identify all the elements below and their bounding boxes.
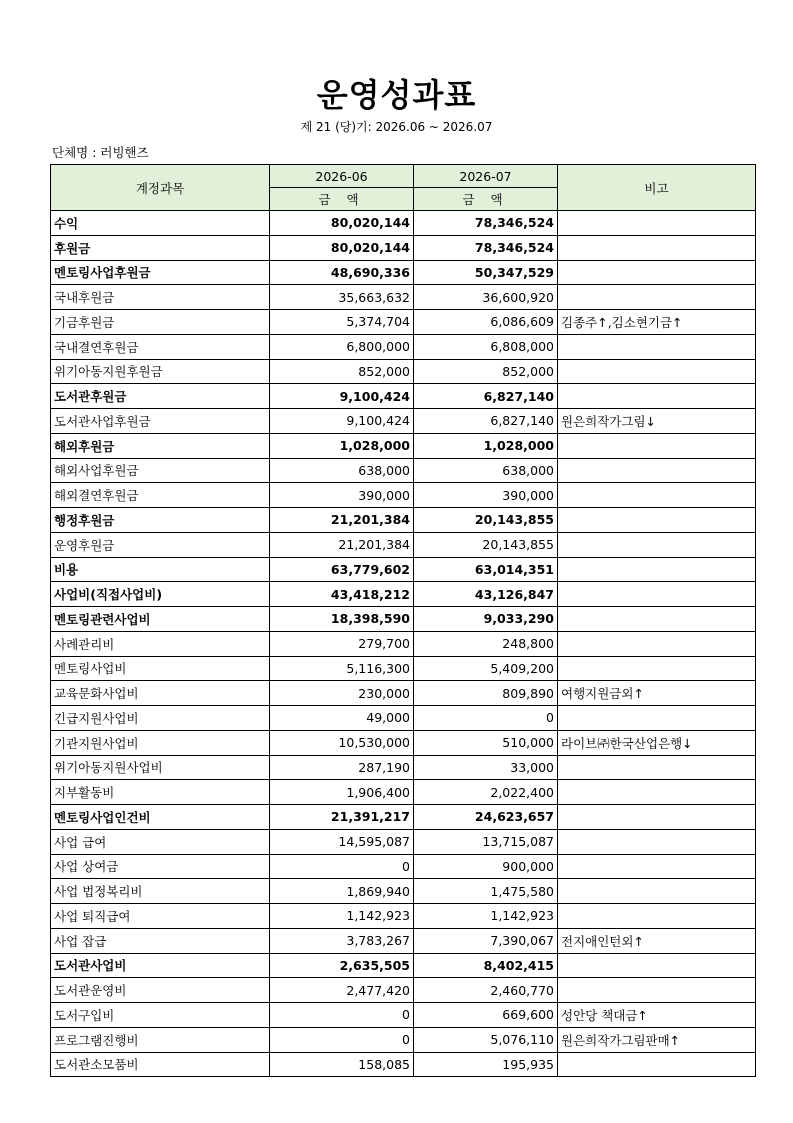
amount-2026-06-cell: 0 [270, 854, 414, 879]
account-name-cell: 사업 급여 [51, 829, 270, 854]
note-cell [558, 978, 756, 1003]
account-name-cell: 사례관리비 [51, 631, 270, 656]
table-row [51, 557, 756, 582]
amount-2026-06-cell: 2,477,420 [270, 978, 414, 1003]
header-note: 비고 [558, 165, 756, 211]
account-name-cell: 멘토링사업인건비 [51, 805, 270, 830]
amount-2026-07-cell: 24,623,657 [414, 805, 558, 830]
account-name-cell: 도서관사업후원금 [51, 409, 270, 434]
header-month-1: 2026-06 [270, 165, 414, 188]
amount-2026-06-cell: 80,020,144 [270, 235, 414, 260]
page-title: 운영성과표 [316, 76, 477, 114]
amount-2026-07-cell: 36,600,920 [414, 285, 558, 310]
account-name-cell: 사업 잡급 [51, 928, 270, 953]
table-row [51, 706, 756, 731]
table-row [51, 359, 756, 384]
account-name-cell: 기관지원사업비 [51, 730, 270, 755]
account-name-cell: 프로그램진행비 [51, 1027, 270, 1052]
amount-2026-07-cell: 5,409,200 [414, 656, 558, 681]
account-name-cell: 교육문화사업비 [51, 681, 270, 706]
account-name-cell: 도서관후원금 [51, 384, 270, 409]
note-cell [558, 1052, 756, 1077]
account-name-cell: 도서관사업비 [51, 953, 270, 978]
amount-2026-06-cell: 1,906,400 [270, 780, 414, 805]
account-name-cell: 사업 법정복리비 [51, 879, 270, 904]
amount-2026-06-cell: 5,374,704 [270, 310, 414, 335]
amount-2026-07-cell: 390,000 [414, 483, 558, 508]
amount-2026-06-cell: 390,000 [270, 483, 414, 508]
note-cell: 여행지원금외↑ [558, 681, 756, 706]
table-row [51, 235, 756, 260]
amount-2026-07-cell: 1,142,923 [414, 904, 558, 929]
note-cell [558, 359, 756, 384]
note-cell: 전지애인턴외↑ [558, 928, 756, 953]
note-cell [558, 582, 756, 607]
account-name-cell: 해외사업후원금 [51, 458, 270, 483]
table-row [51, 928, 756, 953]
table-row [51, 285, 756, 310]
amount-2026-06-cell: 6,800,000 [270, 334, 414, 359]
note-cell [558, 483, 756, 508]
amount-2026-06-cell: 1,142,923 [270, 904, 414, 929]
table-row [51, 681, 756, 706]
note-cell: 성안당 책대금↑ [558, 1003, 756, 1028]
amount-2026-07-cell: 2,460,770 [414, 978, 558, 1003]
account-name-cell: 도서관소모품비 [51, 1052, 270, 1077]
amount-2026-07-cell: 510,000 [414, 730, 558, 755]
table-row [51, 409, 756, 434]
account-name-cell: 멘토링사업후원금 [51, 260, 270, 285]
account-name-cell: 사업 퇴직급여 [51, 904, 270, 929]
note-cell [558, 879, 756, 904]
note-cell [558, 384, 756, 409]
header-month-2: 2026-07 [414, 165, 558, 188]
amount-2026-06-cell: 3,783,267 [270, 928, 414, 953]
note-cell [558, 235, 756, 260]
table-row [51, 384, 756, 409]
account-name-cell: 사업비(직접사업비) [51, 582, 270, 607]
note-cell [558, 458, 756, 483]
table-row [51, 780, 756, 805]
amount-2026-07-cell: 5,076,110 [414, 1027, 558, 1052]
amount-2026-07-cell: 852,000 [414, 359, 558, 384]
amount-2026-07-cell: 8,402,415 [414, 953, 558, 978]
amount-2026-07-cell: 7,390,067 [414, 928, 558, 953]
account-name-cell: 국내후원금 [51, 285, 270, 310]
account-name-cell: 멘토링사업비 [51, 656, 270, 681]
amount-2026-07-cell: 1,028,000 [414, 433, 558, 458]
amount-2026-06-cell: 21,391,217 [270, 805, 414, 830]
table-row [51, 483, 756, 508]
organization-name: 단체명 : 러빙핸즈 [52, 145, 149, 160]
amount-2026-06-cell: 48,690,336 [270, 260, 414, 285]
amount-2026-07-cell: 248,800 [414, 631, 558, 656]
amount-2026-06-cell: 2,635,505 [270, 953, 414, 978]
amount-2026-07-cell: 20,143,855 [414, 532, 558, 557]
amount-2026-06-cell: 1,869,940 [270, 879, 414, 904]
table-row [51, 310, 756, 335]
table-row [51, 1052, 756, 1077]
amount-2026-06-cell: 35,663,632 [270, 285, 414, 310]
amount-2026-07-cell: 6,827,140 [414, 384, 558, 409]
amount-2026-07-cell: 1,475,580 [414, 879, 558, 904]
amount-2026-07-cell: 9,033,290 [414, 607, 558, 632]
header-account: 계정과목 [51, 165, 270, 211]
note-cell [558, 607, 756, 632]
table-row [51, 458, 756, 483]
amount-2026-06-cell: 287,190 [270, 755, 414, 780]
account-name-cell: 도서구입비 [51, 1003, 270, 1028]
amount-2026-06-cell: 63,779,602 [270, 557, 414, 582]
account-name-cell: 도서관운영비 [51, 978, 270, 1003]
note-cell [558, 904, 756, 929]
amount-2026-06-cell: 21,201,384 [270, 508, 414, 533]
note-cell [558, 532, 756, 557]
account-name-cell: 행정후원금 [51, 508, 270, 533]
note-cell [558, 953, 756, 978]
table-row [51, 334, 756, 359]
amount-2026-06-cell: 18,398,590 [270, 607, 414, 632]
amount-2026-07-cell: 6,827,140 [414, 409, 558, 434]
note-cell [558, 631, 756, 656]
amount-2026-06-cell: 49,000 [270, 706, 414, 731]
account-name-cell: 위기아동지원후원금 [51, 359, 270, 384]
account-name-cell: 위기아동지원사업비 [51, 755, 270, 780]
note-cell [558, 805, 756, 830]
account-name-cell: 기금후원금 [51, 310, 270, 335]
note-cell [558, 508, 756, 533]
note-cell [558, 334, 756, 359]
account-name-cell: 운영후원금 [51, 532, 270, 557]
table-row [51, 607, 756, 632]
note-cell [558, 260, 756, 285]
table-row [51, 656, 756, 681]
table-row [51, 879, 756, 904]
note-cell: 라이브㈜한국산업은행↓ [558, 730, 756, 755]
note-cell: 원은희작가그림↓ [558, 409, 756, 434]
table-row [51, 532, 756, 557]
note-cell [558, 285, 756, 310]
table-row [51, 1027, 756, 1052]
amount-2026-06-cell: 14,595,087 [270, 829, 414, 854]
account-name-cell: 해외후원금 [51, 433, 270, 458]
table-row [51, 211, 756, 236]
note-cell [558, 557, 756, 582]
amount-2026-06-cell: 0 [270, 1003, 414, 1028]
amount-2026-07-cell: 6,808,000 [414, 334, 558, 359]
amount-2026-06-cell: 0 [270, 1027, 414, 1052]
amount-2026-06-cell: 5,116,300 [270, 656, 414, 681]
amount-2026-07-cell: 63,014,351 [414, 557, 558, 582]
account-name-cell: 사업 상여금 [51, 854, 270, 879]
amount-2026-07-cell: 43,126,847 [414, 582, 558, 607]
table-row [51, 829, 756, 854]
table-row [51, 805, 756, 830]
amount-2026-07-cell: 6,086,609 [414, 310, 558, 335]
header-amount-1: 금 액 [270, 188, 414, 211]
account-name-cell: 긴급지원사업비 [51, 706, 270, 731]
note-cell [558, 829, 756, 854]
amount-2026-07-cell: 900,000 [414, 854, 558, 879]
table-row [51, 730, 756, 755]
amount-2026-06-cell: 279,700 [270, 631, 414, 656]
account-name-cell: 해외결연후원금 [51, 483, 270, 508]
amount-2026-07-cell: 50,347,529 [414, 260, 558, 285]
account-name-cell: 후원금 [51, 235, 270, 260]
note-cell [558, 211, 756, 236]
table-row [51, 953, 756, 978]
amount-2026-06-cell: 158,085 [270, 1052, 414, 1077]
table-row [51, 854, 756, 879]
amount-2026-07-cell: 78,346,524 [414, 235, 558, 260]
amount-2026-06-cell: 9,100,424 [270, 384, 414, 409]
amount-2026-07-cell: 195,935 [414, 1052, 558, 1077]
amount-2026-06-cell: 9,100,424 [270, 409, 414, 434]
note-cell: 원은희작가그림판매↑ [558, 1027, 756, 1052]
account-name-cell: 국내결연후원금 [51, 334, 270, 359]
amount-2026-06-cell: 1,028,000 [270, 433, 414, 458]
table-row [51, 260, 756, 285]
note-cell [558, 854, 756, 879]
amount-2026-06-cell: 638,000 [270, 458, 414, 483]
fiscal-period: 제 21 (당)기: 2026.06 ~ 2026.07 [300, 120, 493, 134]
header-amount-2: 금 액 [414, 188, 558, 211]
table-row [51, 631, 756, 656]
operating-results-table [50, 164, 756, 1077]
amount-2026-07-cell: 669,600 [414, 1003, 558, 1028]
amount-2026-06-cell: 10,530,000 [270, 730, 414, 755]
note-cell: 김종주↑,김소현기금↑ [558, 310, 756, 335]
amount-2026-06-cell: 852,000 [270, 359, 414, 384]
amount-2026-07-cell: 638,000 [414, 458, 558, 483]
account-name-cell: 멘토링관련사업비 [51, 607, 270, 632]
table-row [51, 755, 756, 780]
amount-2026-07-cell: 2,022,400 [414, 780, 558, 805]
table-body [51, 211, 756, 1077]
note-cell [558, 433, 756, 458]
table-row [51, 904, 756, 929]
amount-2026-06-cell: 230,000 [270, 681, 414, 706]
amount-2026-07-cell: 809,890 [414, 681, 558, 706]
table-row [51, 433, 756, 458]
table-row [51, 1003, 756, 1028]
amount-2026-07-cell: 0 [414, 706, 558, 731]
amount-2026-07-cell: 78,346,524 [414, 211, 558, 236]
amount-2026-07-cell: 13,715,087 [414, 829, 558, 854]
table-row [51, 978, 756, 1003]
amount-2026-07-cell: 33,000 [414, 755, 558, 780]
table-row [51, 508, 756, 533]
amount-2026-06-cell: 43,418,212 [270, 582, 414, 607]
account-name-cell: 비용 [51, 557, 270, 582]
note-cell [558, 656, 756, 681]
note-cell [558, 780, 756, 805]
account-name-cell: 수익 [51, 211, 270, 236]
amount-2026-07-cell: 20,143,855 [414, 508, 558, 533]
note-cell [558, 706, 756, 731]
account-name-cell: 지부활동비 [51, 780, 270, 805]
amount-2026-06-cell: 80,020,144 [270, 211, 414, 236]
amount-2026-06-cell: 21,201,384 [270, 532, 414, 557]
table-row [51, 582, 756, 607]
note-cell [558, 755, 756, 780]
